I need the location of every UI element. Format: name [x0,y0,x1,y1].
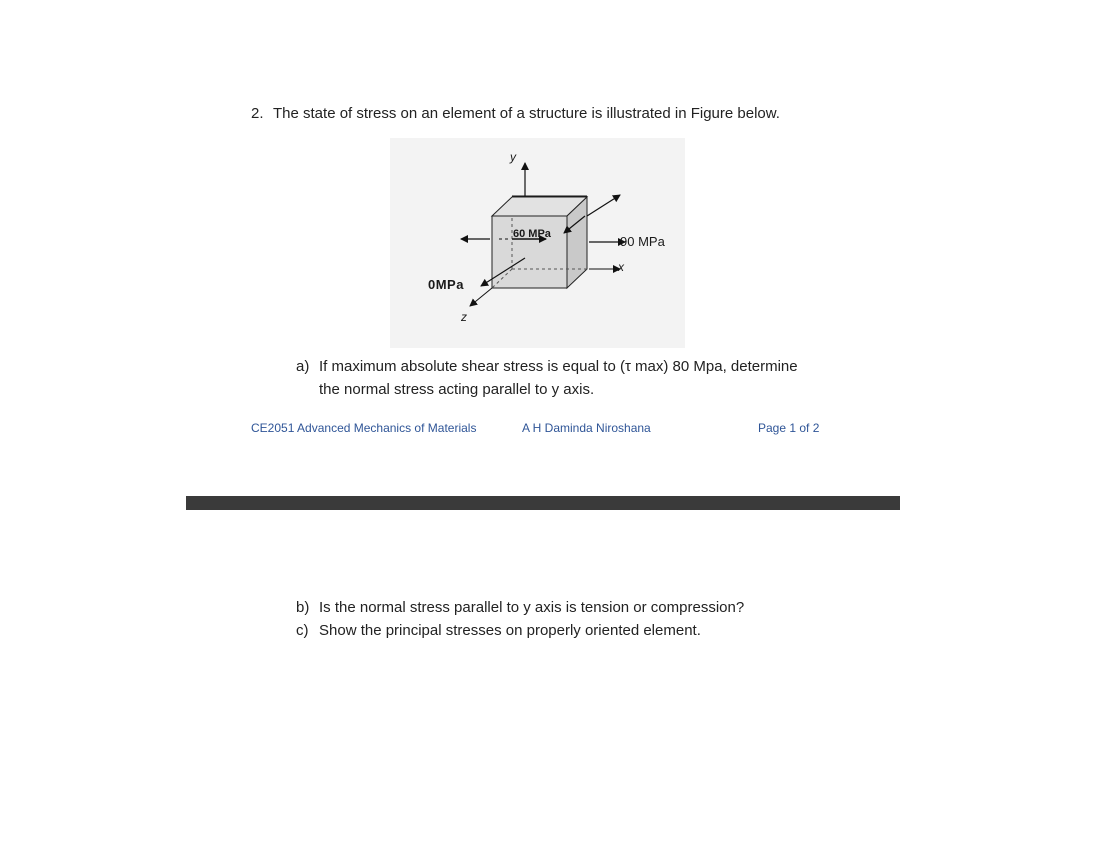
part-c-tag: c) [296,622,309,639]
z-axis-arrow [470,288,492,306]
part-a-tag: a) [296,358,310,375]
cube-front-face [492,216,567,288]
z-stress-label: 0MPa [428,277,464,292]
page-break-divider [186,496,900,510]
x-axis-label: x [618,260,624,274]
part-b-tag: b) [296,599,310,616]
question-number: 2. [251,105,264,122]
x-stress-label: 90 MPa [620,234,665,249]
part-b-line1: Is the normal stress parallel to y axis is tension or compression? [319,599,745,616]
footer-page-number: Page 1 of 2 [758,421,820,435]
back-face-shear-arrow [587,195,620,216]
footer-course: CE2051 Advanced Mechanics of Materials [251,421,477,435]
y-axis-label: y [510,150,516,164]
stress-element-figure [390,138,690,350]
z-axis-label: z [461,310,467,324]
question-heading [251,105,780,122]
footer-author: A H Daminda Niroshana [522,421,651,435]
part-a-line2: the normal stress acting parallel to y axis. [319,381,595,398]
part-c-line1: Show the principal stresses on properly oriented element. [319,622,701,639]
part-a-line1: If maximum absolute shear stress is equal to (τ max) 80 Mpa, determine [319,358,798,375]
shear-stress-label: 60 MPa [513,228,551,240]
question-text: The state of stress on an element of a structure is illustrated in Figure below. [273,105,780,122]
